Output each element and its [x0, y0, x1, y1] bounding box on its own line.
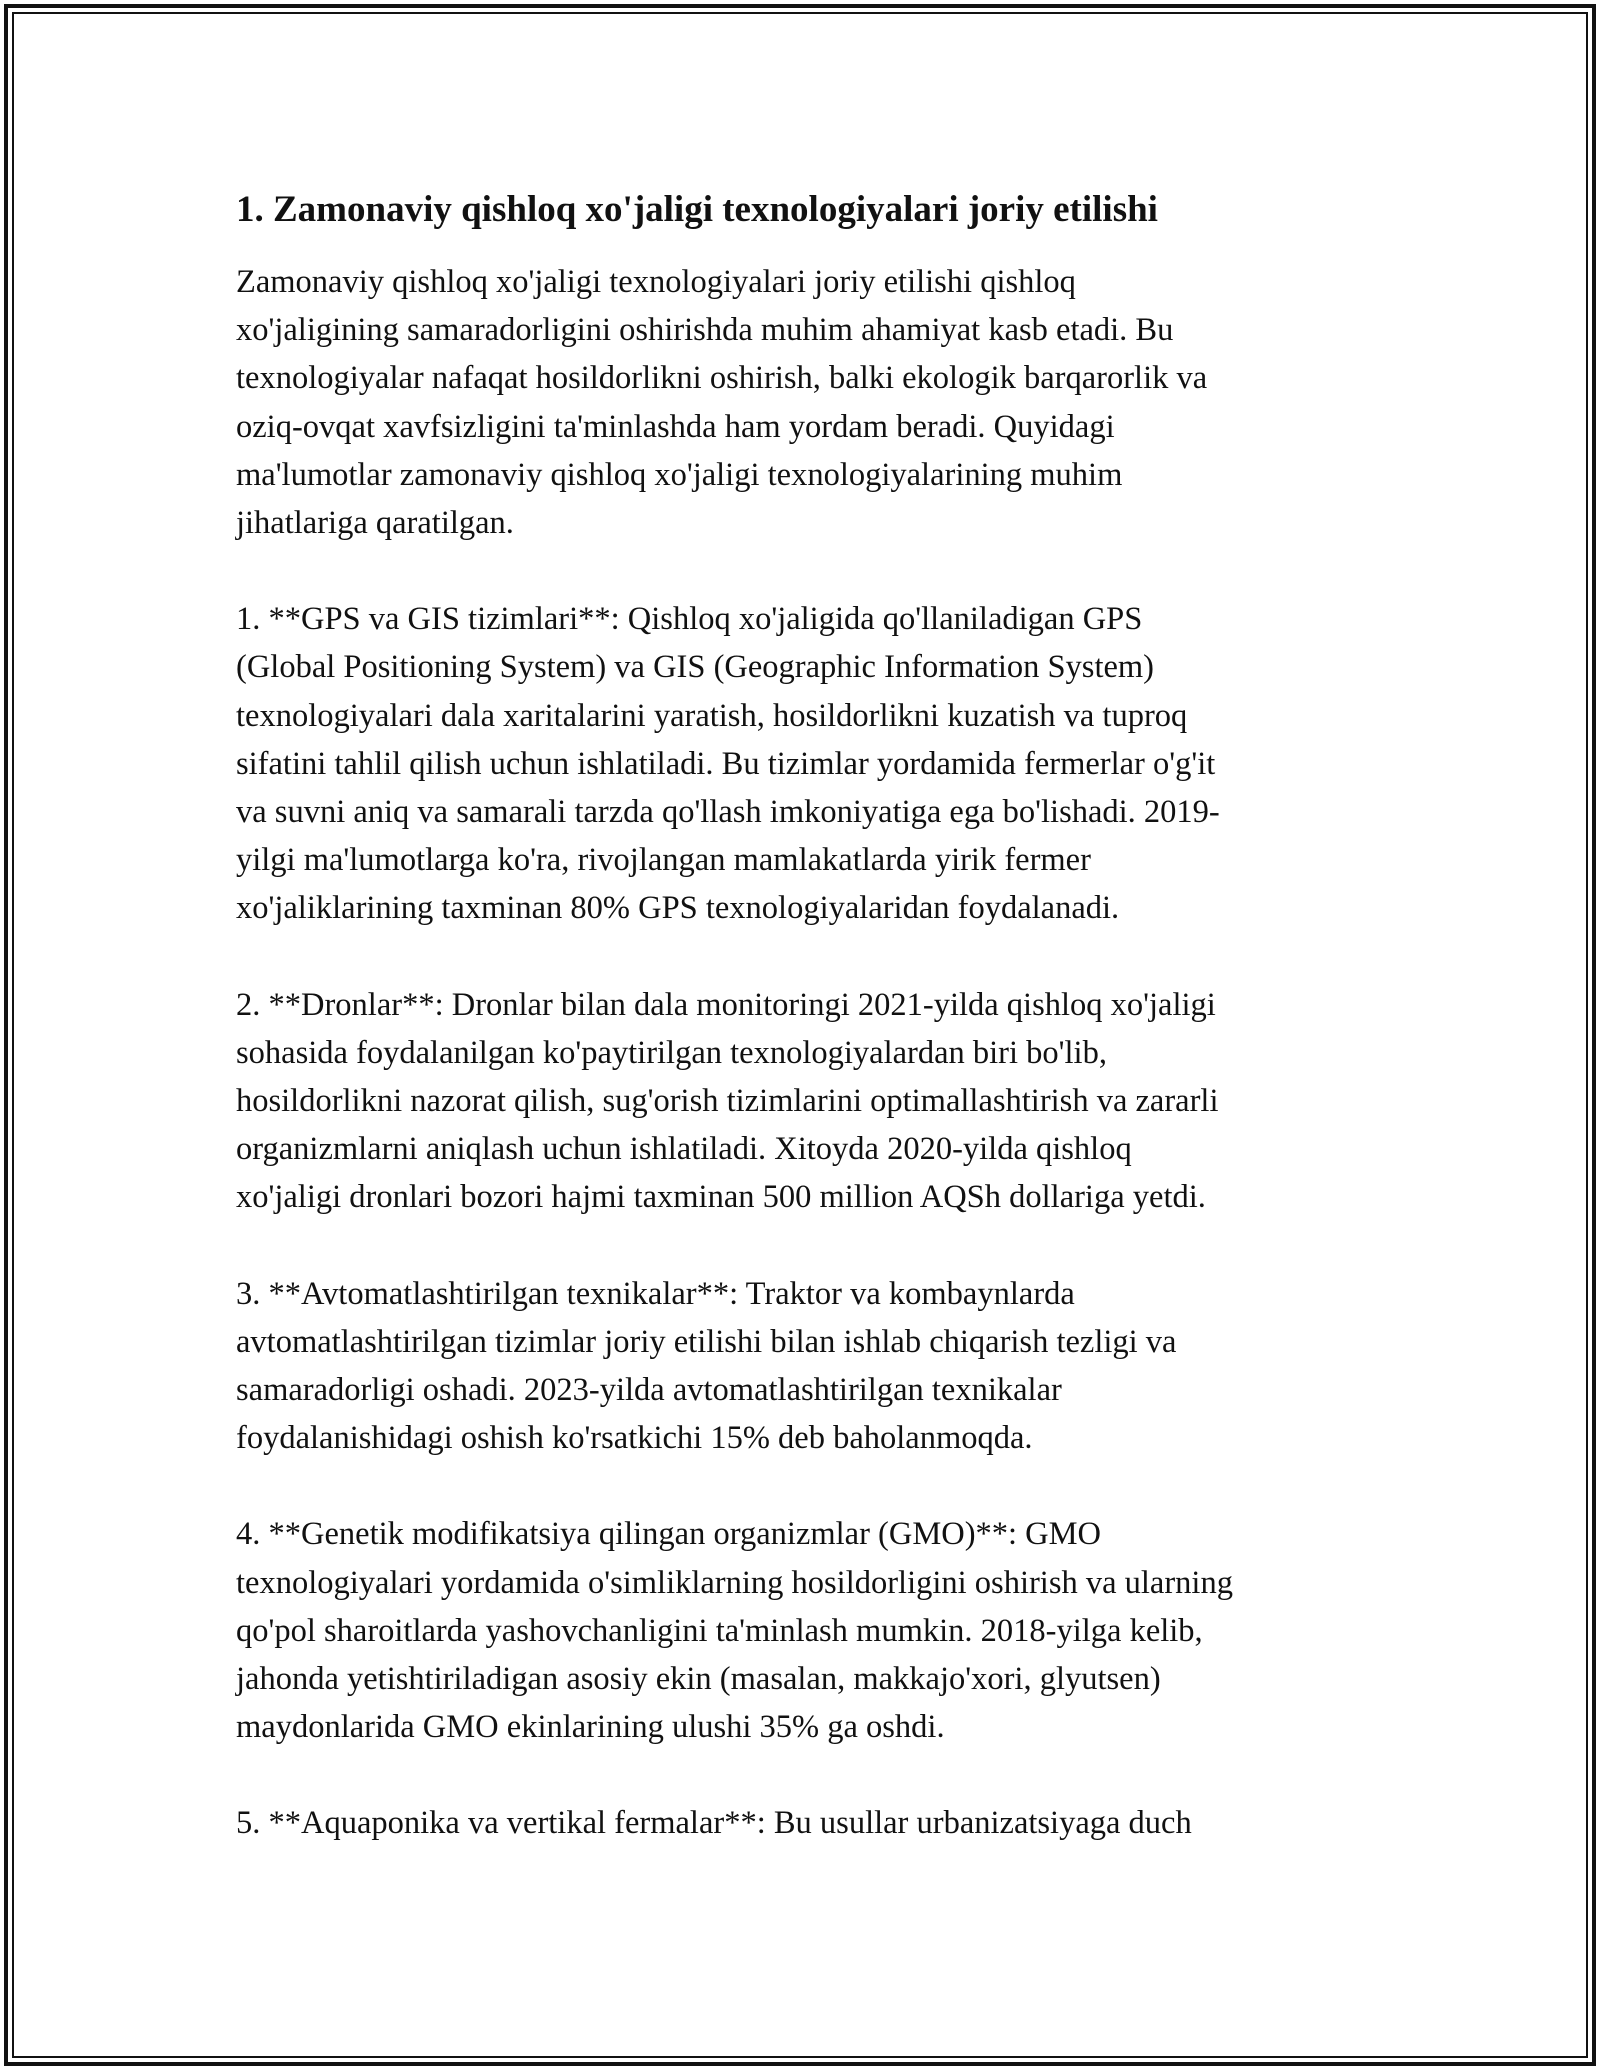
- text-line: 4. **Genetik modifikatsiya qilingan organizmlar (GMO)**: GMO: [236, 1516, 1102, 1553]
- text-line: Zamonaviy qishloq xo'jaligi texnologiyalari joriy etilishi qishloq: [236, 264, 1076, 300]
- aquaponics-paragraph: [236, 1799, 1396, 1847]
- intro-paragraph: [236, 258, 1396, 547]
- text-line: avtomatlashtirilgan tizimlar joriy etilishi bilan ishlab chiqarish tezligi va: [236, 1323, 1177, 1360]
- text-line: (Global Positioning System) va GIS (Geographic Information System): [236, 649, 1154, 686]
- text-line: jihatlariga qaratilgan.: [236, 505, 514, 542]
- text-line: ma'lumotlar zamonaviy qishloq xo'jaligi texnologiyalarining muhim: [236, 456, 1123, 493]
- text-line: xo'jaliklarining taxminan 80% GPS texnologiyalaridan foydalanadi.: [236, 890, 1120, 927]
- text-line: texnologiyalar nafaqat hosildorlikni oshirish, balki ekologik barqarorlik va: [236, 360, 1208, 397]
- text-line: 2. **Dronlar**: Dronlar bilan dala monitoringi 2021-yilda qishloq xo'jaligi: [236, 986, 1216, 1023]
- gps-gis-paragraph: [236, 595, 1396, 932]
- text-line: sifatini tahlil qilish uchun ishlatiladi. Bu tizimlar yordamida fermerlar o'g'it: [236, 745, 1216, 782]
- text-line: foydalanishidagi oshish ko'rsatkichi 15% deb baholanmoqda.: [236, 1420, 1033, 1457]
- document-body: [236, 186, 1396, 1896]
- text-line: oziq-ovqat xavfsizligini ta'minlashda ham yordam beradi. Quyidagi: [236, 408, 1115, 445]
- text-line: maydonlarida GMO ekinlarining ulushi 35% ga oshdi.: [236, 1709, 945, 1746]
- text-line: 3. **Avtomatlashtirilgan texnikalar**: Traktor va kombaynlarda: [236, 1275, 1075, 1312]
- text-line: hosildorlikni nazorat qilish, sug'orish tizimlarini optimallashtirish va zararli: [236, 1083, 1219, 1120]
- text-line: organizmlarni aniqlash uchun ishlatiladi. Xitoyda 2020-yilda qishloq: [236, 1131, 1132, 1168]
- text-line: yilgi ma'lumotlarga ko'ra, rivojlangan mamlakatlarda yirik fermer: [236, 842, 1091, 879]
- text-line: sohasida foydalanilgan ko'paytirilgan texnologiyalardan biri bo'lib,: [236, 1034, 1107, 1071]
- text-line: jahonda yetishtiriladigan asosiy ekin (masalan, makkajo'xori, glyutsen): [236, 1661, 1161, 1698]
- text-line: va suvni aniq va samarali tarzda qo'llash imkoniyatiga ega bo'lishadi. 2019-: [236, 794, 1220, 831]
- drones-paragraph: [236, 981, 1396, 1222]
- document-title: 1. Zamonaviy qishloq xo'jaligi texnologiyalari joriy etilishi: [236, 189, 1158, 230]
- gmo-paragraph: [236, 1510, 1396, 1751]
- text-line: texnologiyalari yordamida o'simliklarning hosildorligini oshirish va ularning: [236, 1564, 1233, 1601]
- text-line: texnologiyalari dala xaritalarini yaratish, hosildorlikni kuzatish va tuproq: [236, 697, 1188, 734]
- automation-paragraph: [236, 1270, 1396, 1463]
- text-line: xo'jaligining samaradorligini oshirishda muhim ahamiyat kasb etadi. Bu: [236, 312, 1174, 349]
- text-line: xo'jaligi dronlari bozori hajmi taxminan 500 million AQSh dollariga yetdi.: [236, 1179, 1206, 1216]
- text-line: 5. **Aquaponika va vertikal fermalar**: Bu usullar urbanizatsiyaga duch: [236, 1805, 1192, 1842]
- text-line: 1. **GPS va GIS tizimlari**: Qishloq xo'jaligida qo'llaniladigan GPS: [236, 601, 1143, 638]
- text-line: qo'pol sharoitlarda yashovchanligini ta'minlash mumkin. 2018-yilga kelib,: [236, 1612, 1203, 1649]
- text-line: samaradorligi oshadi. 2023-yilda avtomatlashtirilgan texnikalar: [236, 1372, 1062, 1409]
